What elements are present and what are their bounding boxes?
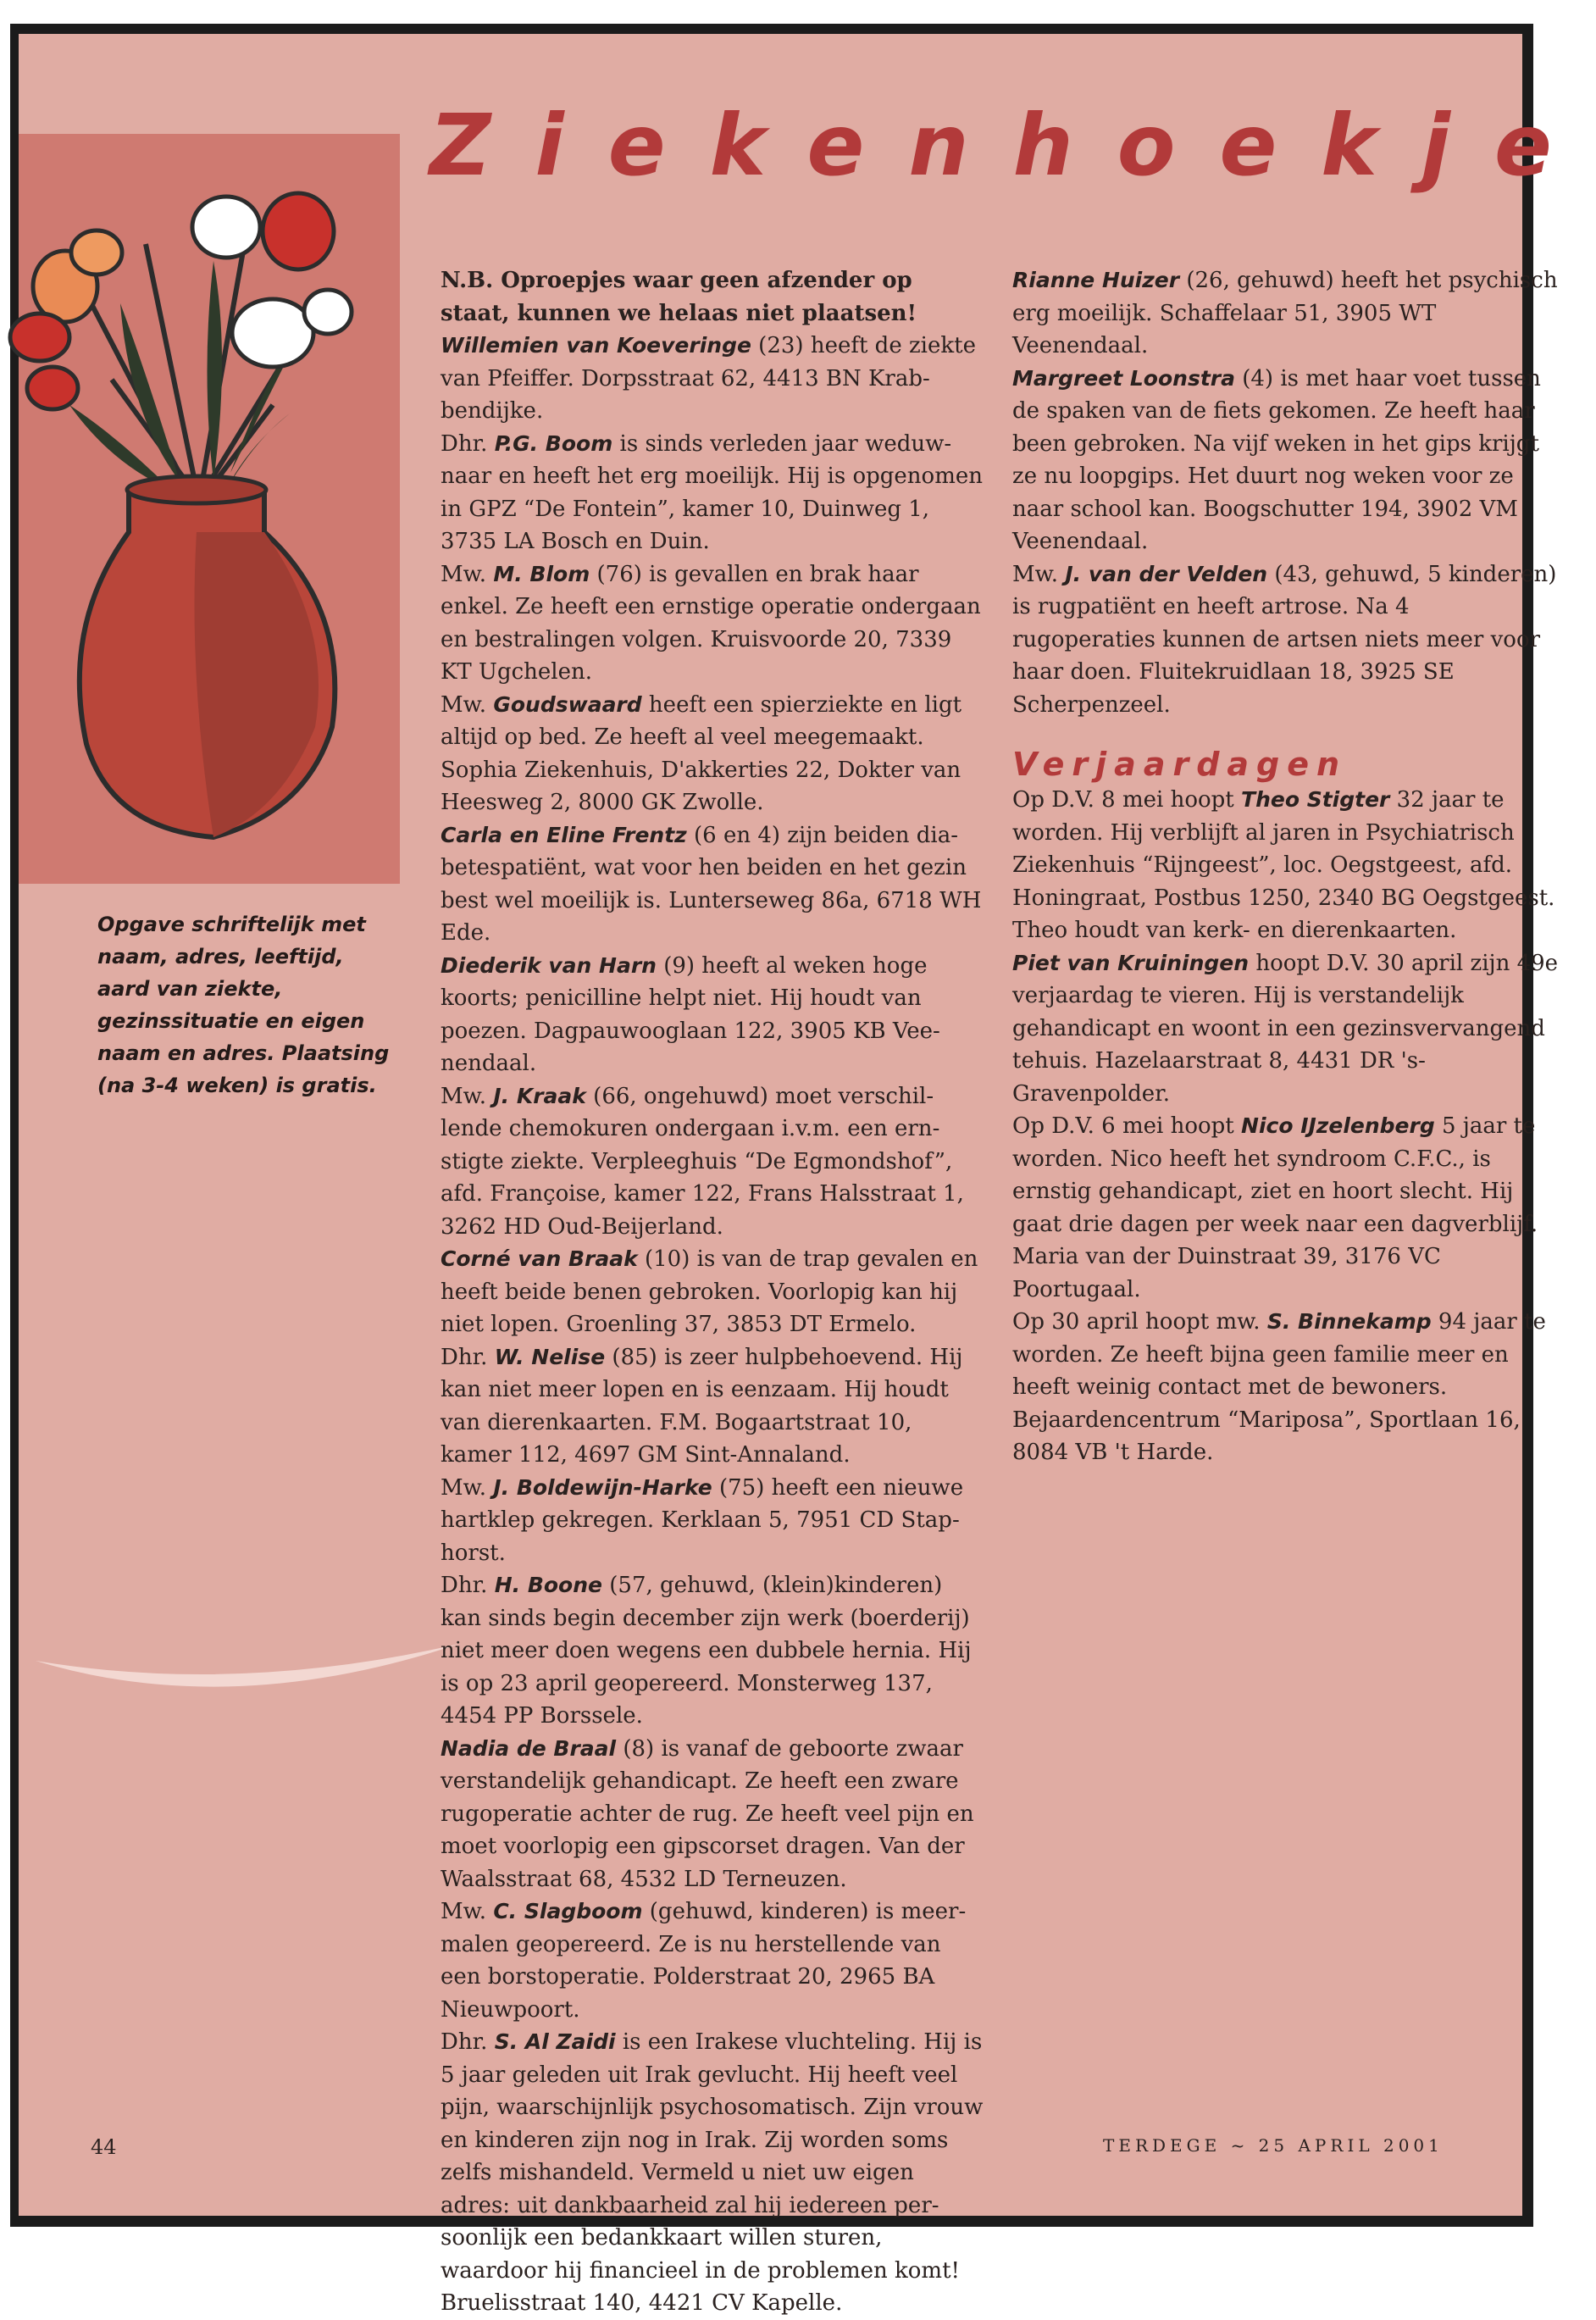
- decorative-swoosh: [19, 1627, 459, 1729]
- entry-prefix: Dhr.: [441, 2029, 495, 2055]
- entry-text: (43, gehuwd, 5 kinderen) is rugpatiënt en heeft artrose. Na 4 rugoperaties kunnen de artsen niets meer voor haar doen. Fluitekruidlaan 18, 3925 SE Scherpenzeel.: [1012, 561, 1557, 718]
- entry-name: W. Nelise: [494, 1344, 606, 1369]
- entry-text: (75) heeft een nieuwe hartklep gekregen. Kerklaan 5, 7951 CD Staphorst.: [441, 1474, 964, 1566]
- magazine-page: [19, 34, 1596, 2316]
- entry-text: (4) is met haar voet tussen de spaken van de fiets gekomen. Ze heeft haar been gebroken. Na vijf weken in het gips krijgt ze nu loopgips. Het duurt nog weken voor ze naar school kan. Boogschutter 194, 3902 VM Veenendaal.: [1012, 365, 1541, 554]
- entry-text: (23) heeft de ziekte van Pfeiffer. Dorpsstraat 62, 4413 BN Krabbendijke.: [441, 333, 976, 424]
- entry-name: S. Al Zaidi: [494, 2029, 616, 2054]
- entry-prefix: Mw.: [441, 561, 494, 587]
- entry-prefix: Op 30 april hoopt mw.: [1012, 1309, 1267, 1335]
- page-title: Ziekenhoekje: [429, 96, 1596, 195]
- flowers-in-vase-icon: [19, 134, 400, 884]
- entry-text: hoopt D.V. 30 april zijn 49e verjaardag te vieren. Hij is verstandelijk gehandicapt en woont in een gezinsvervangend tehuis. Hazelaarstraat 8, 4431 DR 's-Gravenpolder.: [1012, 950, 1559, 1107]
- entry-name: C. Slagboom: [493, 1899, 643, 1923]
- entry: [441, 950, 987, 1080]
- entry-prefix: Mw.: [441, 1083, 494, 1109]
- entry: [1012, 1110, 1559, 1306]
- entry-text: heeft een spierziekte en ligt altijd op bed. Ze heeft al veel meegemaakt. Sophia Ziekenhuis, D'akkerties 22, Dokter van Heesweg 2, 8000 GK Zwolle.: [441, 691, 962, 815]
- entry-name: Piet van Kruiningen: [1012, 950, 1250, 975]
- entry-name: Willemien van Koeveringe: [441, 333, 751, 358]
- entry-name: Margreet Loonstra: [1012, 365, 1235, 391]
- entry-name: Diederik van Harn: [441, 952, 657, 978]
- entry-name: Rianne Huizer: [1012, 268, 1180, 292]
- entry-prefix: Dhr.: [441, 1573, 495, 1598]
- entry: [441, 689, 987, 819]
- entry-name: Theo Stigter: [1241, 787, 1390, 812]
- entry-text: 94 jaar te worden. Ze heeft bijna geen familie meer en heeft weinig contact met de bewoners. Bejaardencentrum “Mariposa”, Sportlaan 16, 8084 VB 't Harde.: [1012, 1309, 1546, 1465]
- submission-note: Opgave schriftelijk met naam, adres, leeftijd, aard van ziekte, gezinssituatie en eigen naam en adres. Plaatsing (na 3-4 weken) is gratis.: [97, 913, 390, 1097]
- entry-text: (76) is gevallen en brak haar enkel. Ze heeft een ernstige operatie ondergaan en bestralingen volgen. Kruisvoorde 20, 7339 KT Ugchelen.: [441, 561, 981, 685]
- entry: [1012, 363, 1559, 558]
- entry-name: J. van der Velden: [1065, 561, 1268, 586]
- entry: [441, 1895, 987, 2026]
- entry-text: (66, ongehuwd) moet verschillende chemokuren ondergaan i.v.m. een ernstigte ziekte. Verpleeghuis “De Egmondshof”, afd. Françoise, kamer 122, Frans Halsstraat 1, 3262 HD Oud-Beijerland.: [441, 1083, 964, 1240]
- entry: [1012, 264, 1559, 363]
- entry-name: M. Blom: [493, 561, 590, 586]
- vase-illustration: [19, 134, 400, 884]
- entry: [441, 1733, 987, 1896]
- entry-name: Goudswaard: [493, 691, 642, 717]
- entry-text: is sinds verleden jaar weduwnaar en heeft het erg moeilijk. Hij is opgenomen in GPZ “De Fontein”, kamer 10, Duinweg 1, 3735 LA Bosch en Duin.: [441, 430, 983, 554]
- entry-text: (10) is van de trap gevalen en heeft beide benen gebroken. Voorlopig kan hij niet lopen. Groenling 37, 3853 DT Ermelo.: [441, 1246, 978, 1337]
- entry-text: 32 jaar te worden. Hij verblijft al jaren in Psychiatrisch Ziekenhuis “Rijngeest”, loc. Oegstgeest, afd. Honingraat, Postbus 1250, 2340 BG Oegstgeest. Theo houdt van kerk- en dierenkaarten.: [1012, 787, 1555, 943]
- column-2: [1012, 264, 1559, 1469]
- entry-name: S. Binnekamp: [1266, 1309, 1432, 1334]
- entry-text: 5 jaar te worden. Nico heeft het syndroom C.F.C., is ernstig gehandicapt, ziet en hoort slecht. Hij gaat drie dagen per week naar een dagverblijf. Maria van der Duinstraat 39, 3176 VC Poortugaal.: [1012, 1113, 1538, 1302]
- entry-prefix: Dhr.: [441, 1344, 495, 1370]
- entry-prefix: Mw.: [441, 1899, 494, 1924]
- entry: [441, 1080, 987, 1244]
- entry: [441, 1243, 987, 1341]
- entry-prefix: Mw.: [441, 691, 494, 718]
- entry: [1012, 947, 1559, 1111]
- entry-prefix: Dhr.: [441, 430, 495, 457]
- entry-text: is een Irakese vluchteling. Hij is 5 jaar geleden uit Irak gevlucht. Hij heeft veel pijn, waarschijnlijk psychosomatisch. Zijn vrouw en kinderen zijn nog in Irak. Zij worden soms zelfs mishandeld. Vermeld u niet uw eigen adres: uit dankbaarheid zal hij iedereen persoonlijk een bedankkaart willen sturen, waardoor hij financieel in de problemen komt! Bruelisstraat 140, 4421 CV Kapelle.: [441, 2029, 984, 2316]
- entry-prefix: Op D.V. 6 mei hoopt: [1012, 1113, 1242, 1139]
- notice-text: N.B. Oproepjes waar geen afzender op staat, kunnen we helaas niet plaatsen!: [441, 268, 917, 326]
- entry-text: (gehuwd, kinderen) is meermalen geopereerd. Ze is nu herstellende van een borstoperatie. Polderstraat 20, 2965 BA Nieuwpoort.: [441, 1899, 967, 2023]
- entry-prefix: Mw.: [1012, 561, 1066, 587]
- entry: [441, 2026, 987, 2320]
- entry-name: Corné van Braak: [441, 1246, 638, 1271]
- entry: [1012, 784, 1559, 947]
- entry-text: (57, gehuwd, (klein)kinderen) kan sinds begin december zijn werk (boerderij) niet meer doen wegens een dubbele hernia. Hij is op 23 april geopereerd. Monsterweg 137, 4454 PP Borssele.: [441, 1573, 972, 1729]
- entry-text: (6 en 4) zijn beiden diabetespatiënt, wat voor hen beiden en het gezin best wel moeilijk is. Lunterseweg 86a, 6718 WH Ede.: [441, 822, 982, 946]
- entry-name: Carla en Eline Frentz: [441, 822, 687, 847]
- entry-prefix: Op D.V. 8 mei hoopt: [1012, 787, 1242, 813]
- entry-name: P.G. Boom: [494, 430, 613, 456]
- entry: [441, 1569, 987, 1733]
- magazine-footer: TERDEGE ~ 25 APRIL 2001: [1103, 2135, 1444, 2156]
- entry-name: H. Boone: [494, 1573, 602, 1597]
- entry: [441, 330, 987, 428]
- entry: [1012, 558, 1559, 722]
- entry: [441, 1341, 987, 1472]
- entry: [441, 558, 987, 689]
- entry-name: Nadia de Braal: [441, 1735, 617, 1761]
- entry-name: J. Kraak: [493, 1083, 586, 1108]
- entry: [441, 819, 987, 950]
- entry-text: (85) is zeer hulpbehoevend. Hij kan niet meer lopen en is eenzaam. Hij houdt van dierenkaarten. F.M. Bogaartstraat 10, kamer 112, 4697 GM Sint-Annaland.: [441, 1344, 963, 1468]
- entry: [441, 428, 987, 558]
- entry: [1012, 1306, 1559, 1469]
- entry-text: (8) is vanaf de geboorte zwaar verstandelijk gehandicapt. Ze heeft een zware rugoperatie achter de rug. Ze heeft veel pijn en moet voorlopig een gipscorset dragen. Van der Waalsstraat 68, 4532 LD Terneuzen.: [441, 1735, 974, 1892]
- entry-name: J. Boldewijn-Harke: [493, 1474, 712, 1500]
- page-number: 44: [91, 2135, 117, 2159]
- entry-text: (9) heeft al weken hoge koorts; penicilline helpt niet. Hij houdt van poezen. Dagpauwooglaan 122, 3905 KB Veenendaal.: [441, 952, 940, 1076]
- entry-name: Nico IJzelenberg: [1241, 1113, 1435, 1138]
- birthdays-heading: Verjaardagen: [1012, 746, 1348, 783]
- column-1: [441, 264, 987, 2320]
- entry-prefix: Mw.: [441, 1474, 494, 1501]
- entry: [441, 1472, 987, 1570]
- entry-text: (26, gehuwd) heeft het psychisch erg moeilijk. Schaffelaar 51, 3905 WT Veenendaal.: [1012, 268, 1558, 358]
